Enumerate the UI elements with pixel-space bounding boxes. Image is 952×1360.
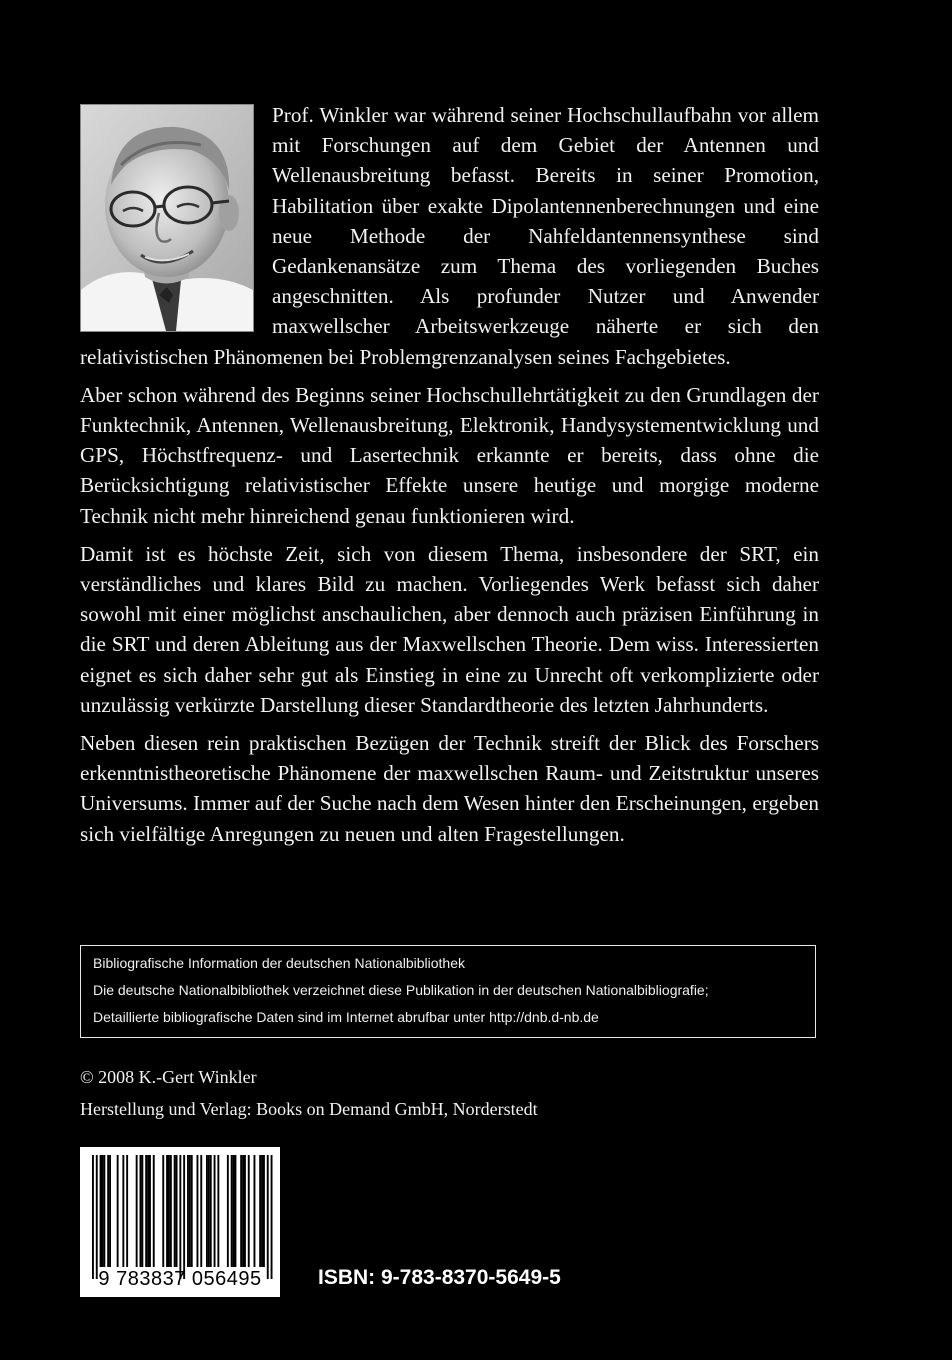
- barcode-bar: [170, 1155, 172, 1267]
- biblio-line-2: Die deutsche Nationalbibliothek verzeichnet diese Publikation in der deutschen Nationalbibliografie;: [93, 982, 709, 998]
- barcode-bar: [210, 1155, 212, 1267]
- barcode-bar: [206, 1155, 208, 1267]
- barcode-bar: [100, 1155, 102, 1267]
- barcode-bar: [217, 1155, 219, 1267]
- barcode-bar: [147, 1155, 149, 1267]
- barcode-bar: [187, 1155, 189, 1267]
- barcode-bar: [233, 1155, 235, 1267]
- barcode-bar: [244, 1155, 246, 1267]
- barcode-bar: [136, 1155, 138, 1267]
- barcode-bar: [122, 1155, 124, 1267]
- barcode-digits: 9 783837 056495: [98, 1268, 262, 1290]
- barcode-bar: [214, 1155, 216, 1267]
- barcode-bar: [254, 1155, 256, 1267]
- barcode-bar: [179, 1155, 181, 1279]
- publisher-info: Herstellung und Verlag: Books on Demand GmbH, Norderstedt: [80, 1099, 538, 1119]
- barcode-bar: [109, 1155, 111, 1267]
- copyright-notice: © 2008 K.-Gert Winkler: [80, 1067, 257, 1087]
- barcode-bar: [267, 1155, 269, 1279]
- author-bio-text: [80, 100, 819, 857]
- barcode-bar: [208, 1155, 210, 1267]
- bio-paragraph-2: Aber schon während des Beginns seiner Hochschullehrtätigkeit zu den Grundlagen der Funktechnik, Antennen, Wellenausbreitung, Elektronik, Handysystementwicklung und GPS, Höchstfrequenz- und Lasertechnik erkannte er bereits, dass ohne die Berücksichtigung relativistischer Effekte unsere heutige und morgige moderne Technik nicht mehr hinreichend genau funktionieren wird.: [80, 382, 819, 528]
- barcode-bar: [149, 1155, 151, 1267]
- barcode-bar: [141, 1155, 143, 1267]
- barcode-bar: [261, 1155, 263, 1267]
- barcode-bar: [102, 1155, 104, 1267]
- isbn-label: ISBN: 9-783-8370-5649-5: [318, 1266, 561, 1289]
- barcode-bar: [240, 1155, 242, 1267]
- barcode-bar: [176, 1155, 178, 1267]
- barcode-bar: [263, 1155, 265, 1267]
- barcode-bar: [126, 1155, 128, 1267]
- barcode-bar: [191, 1155, 193, 1267]
- barcode-bar: [227, 1155, 229, 1267]
- barcode-bar: [103, 1155, 105, 1267]
- barcode-bar: [235, 1155, 237, 1267]
- bibliographic-info-box: [80, 945, 816, 1038]
- barcode-bar: [140, 1155, 142, 1267]
- barcode-bar: [248, 1155, 250, 1267]
- bio-paragraph-1: Prof. Winkler war während seiner Hochschullaufbahn vor allem mit Forschungen auf dem Gebiet der Antennen und Wellenausbreitung befasst. Bereits in seiner Promotion, Habilitation über exakte Dipolantennenberechnungen und eine neue Methode der Nahfeldantennensynthese sind Gedankenansätze zum Thema des vorliegenden Buches angeschnitten. Als profunder Nutzer und Anwender maxwellscher Arbeitswerkzeuge näherte er sich den relativistischen Phänomenen bei Problemgrenzanalysen seines Fachgebietes.: [80, 103, 819, 369]
- ean13-barcode: [80, 1147, 280, 1297]
- barcode-bar: [96, 1155, 98, 1279]
- barcode-bar: [166, 1155, 168, 1267]
- barcode-bar: [197, 1155, 199, 1267]
- barcode-bar: [153, 1155, 155, 1267]
- bio-paragraph-4: Neben diesen rein praktischen Bezügen der Technik streift der Blick des Forschers erkenntnistheoretische Phänomene der maxwellschen Raum- und Zeitstruktur unseres Universums. Immer auf der Suche nach dem Wesen hinter den Erscheinungen, ergeben sich vielfältige Anregungen zu neuen und alten Fragestellungen.: [80, 731, 819, 846]
- barcode-bar: [200, 1155, 202, 1267]
- barcode-bar: [259, 1155, 261, 1267]
- barcode-bar: [189, 1155, 191, 1267]
- barcode-bar: [174, 1155, 176, 1267]
- barcode-bar: [231, 1155, 233, 1267]
- barcode-bar: [92, 1155, 94, 1279]
- bio-paragraph-3: Damit ist es höchste Zeit, sich von diesem Thema, insbesondere der SRT, ein verständliches und klares Bild zu machen. Vorliegendes Werk befasst sich daher sowohl mit einer möglichst anschaulichen, aber dennoch auch präzisen Einführung in die SRT und deren Ableitung aus der Maxwellschen Theorie. Dem wiss. Interessierten eignet es sich daher sehr gut als Einstieg in eine zu Unrecht oft verkomplizierte oder unzulässig verkürzte Darstellung dieser Standardtheorie des letzten Jahrhunderts.: [80, 541, 819, 717]
- barcode-bar: [162, 1155, 164, 1267]
- author-photo: [80, 104, 254, 332]
- barcode-bar: [107, 1155, 109, 1267]
- barcode-bar: [145, 1155, 147, 1267]
- barcode-bar: [168, 1155, 170, 1267]
- biblio-line-1: Bibliografische Information der deutschen Nationalbibliothek: [93, 955, 465, 971]
- barcode-bar: [271, 1155, 273, 1279]
- barcode-bar: [183, 1155, 185, 1279]
- barcode-bar: [242, 1155, 244, 1267]
- barcode-bar: [117, 1155, 119, 1267]
- biblio-line-3: Detaillierte bibliografische Daten sind im Internet abrufbar unter http://dnb.d-nb.de: [93, 1009, 599, 1025]
